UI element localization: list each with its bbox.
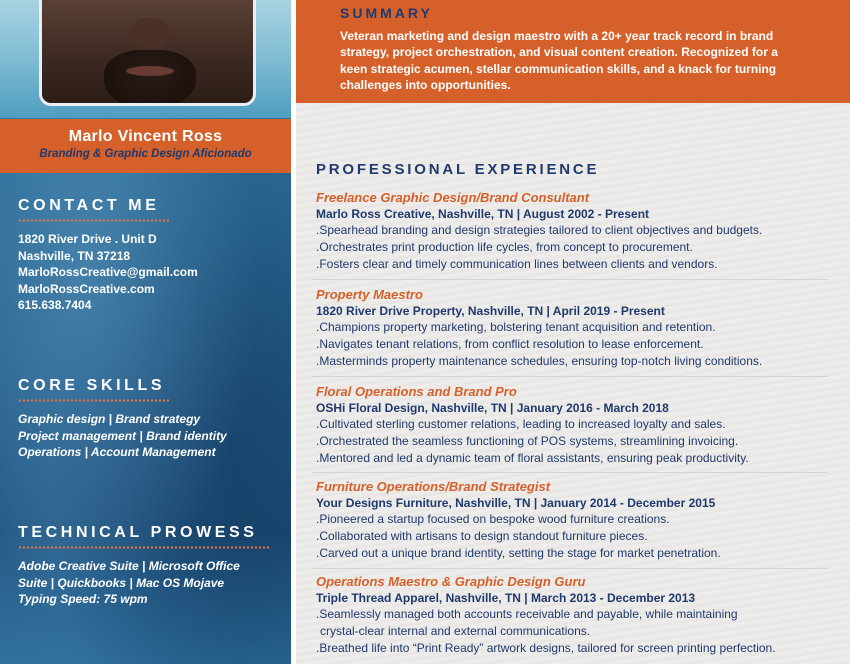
job-bullet: .Spearhead branding and design strategies tailored to client objectives and budgets. <box>316 223 763 237</box>
photo-mouth <box>126 66 174 76</box>
job-bullet: .Orchestrated the seamless functioning of POS systems, streamlining invoicing. <box>316 434 739 448</box>
contact-website[interactable]: MarloRossCreative.com <box>18 281 155 296</box>
job-bullet: .Mentored and led a dynamic team of floral assistants, ensuring peak productivity. <box>316 451 749 465</box>
job-company: Triple Thread Apparel, Nashville, TN | March 2013 - December 2013 <box>316 591 696 605</box>
name-band <box>0 119 291 173</box>
job-entry <box>316 479 836 562</box>
job-title: Operations Maestro & Graphic Design Guru <box>316 574 586 589</box>
contact-phone[interactable]: 615.638.7404 <box>18 298 92 313</box>
job-bullet: .Masterminds property maintenance schedules, ensuring top-notch living conditions. <box>316 354 763 368</box>
job-bullet: .Orchestrates print production life cycles, from concept to procurement. <box>316 240 693 254</box>
summary-line: keen strategic acumen, stellar communication skills, and a knack for turning <box>340 61 777 76</box>
job-company: Your Designs Furniture, Nashville, TN | January 2014 - December 2015 <box>316 496 716 510</box>
summary-line: challenges into opportunities. <box>340 78 511 93</box>
job-bullet: .Seamlessly managed both accounts receivable and payable, while maintaining <box>316 607 738 621</box>
technical-line: Suite | Quickbooks | Mac OS Mojave <box>18 575 225 590</box>
contact-divider <box>18 219 170 222</box>
job-title: Freelance Graphic Design/Brand Consultant <box>316 190 590 205</box>
job-company: 1820 River Drive Property, Nashville, TN | April 2019 - Present <box>316 304 665 318</box>
summary-section <box>296 0 850 103</box>
job-entry <box>316 384 836 467</box>
technical-lines <box>18 558 278 608</box>
skills-line: Project management | Brand identity <box>18 428 227 443</box>
contact-address-line2: Nashville, TN 37218 <box>18 248 131 263</box>
contact-address-line1: 1820 River Drive . Unit D <box>18 232 157 246</box>
job-bullet: .Fosters clear and timely communication lines between clients and vendors. <box>316 257 718 271</box>
contact-heading: CONTACT ME <box>18 197 160 214</box>
technical-heading: TECHNICAL PROWESS <box>18 524 258 541</box>
job-title: Furniture Operations/Brand Strategist <box>316 479 551 494</box>
summary-line: strategy, project orchestration, and visual content creation. Recognized for a <box>340 45 778 60</box>
job-company: OSHi Floral Design, Nashville, TN | January 2016 - March 2018 <box>316 401 669 415</box>
job-separator <box>312 472 828 473</box>
job-entry <box>316 190 836 273</box>
technical-line: Adobe Creative Suite | Microsoft Office <box>18 559 240 573</box>
job-separator <box>312 568 828 569</box>
technical-section <box>18 524 278 608</box>
technical-line: Typing Speed: 75 wpm <box>18 592 148 607</box>
job-bullet: .Collaborated with artisans to design standout furniture pieces. <box>316 529 648 543</box>
job-bullet: .Carved out a unique brand identity, setting the stage for market penetration. <box>316 546 721 560</box>
job-bullet: .Cultivated sterling customer relations, leading to increased loyalty and sales. <box>316 417 726 431</box>
job-title: Floral Operations and Brand Pro <box>316 384 517 399</box>
job-bullet: .Pioneered a startup focused on bespoke wood furniture creations. <box>316 512 670 526</box>
job-separator <box>312 376 828 377</box>
profile-role: Branding & Graphic Design Aficionado <box>39 148 252 160</box>
job-bullet: .Breathed life into “Print Ready” artwork designs, tailored for screen printing perfection. <box>316 641 776 655</box>
contact-lines <box>18 231 278 314</box>
skills-lines <box>18 411 278 461</box>
summary-text <box>340 28 840 94</box>
job-bullet: .Navigates tenant relations, from conflict resolution to lease enforcement. <box>316 337 704 351</box>
photo-nose <box>130 18 170 48</box>
skills-section <box>18 377 278 461</box>
job-bullet: .Champions property marketing, bolstering tenant acquisition and retention. <box>316 320 716 334</box>
job-bullet: crystal-clear internal and external communications. <box>320 624 591 638</box>
sidebar <box>0 0 291 664</box>
profile-photo <box>39 0 256 106</box>
job-title: Property Maestro <box>316 287 423 302</box>
skills-heading: CORE SKILLS <box>18 377 166 394</box>
summary-heading: SUMMARY <box>340 5 433 21</box>
job-entry <box>316 574 836 657</box>
contact-email[interactable]: MarloRossCreative@gmail.com <box>18 265 198 280</box>
job-separator <box>312 279 828 280</box>
job-entry <box>316 287 836 370</box>
experience-heading: PROFESSIONAL EXPERIENCE <box>316 161 600 178</box>
profile-name: Marlo Vincent Ross <box>68 128 223 145</box>
photo-beard <box>104 50 196 106</box>
skills-line: Operations | Account Management <box>18 445 216 460</box>
skills-divider <box>18 399 170 402</box>
summary-line: Veteran marketing and design maestro with a 20+ year track record in brand <box>340 29 774 43</box>
skills-line: Graphic design | Brand strategy <box>18 412 201 426</box>
technical-divider <box>18 546 270 549</box>
contact-section <box>18 197 278 314</box>
job-company: Marlo Ross Creative, Nashville, TN | August 2002 - Present <box>316 207 650 221</box>
